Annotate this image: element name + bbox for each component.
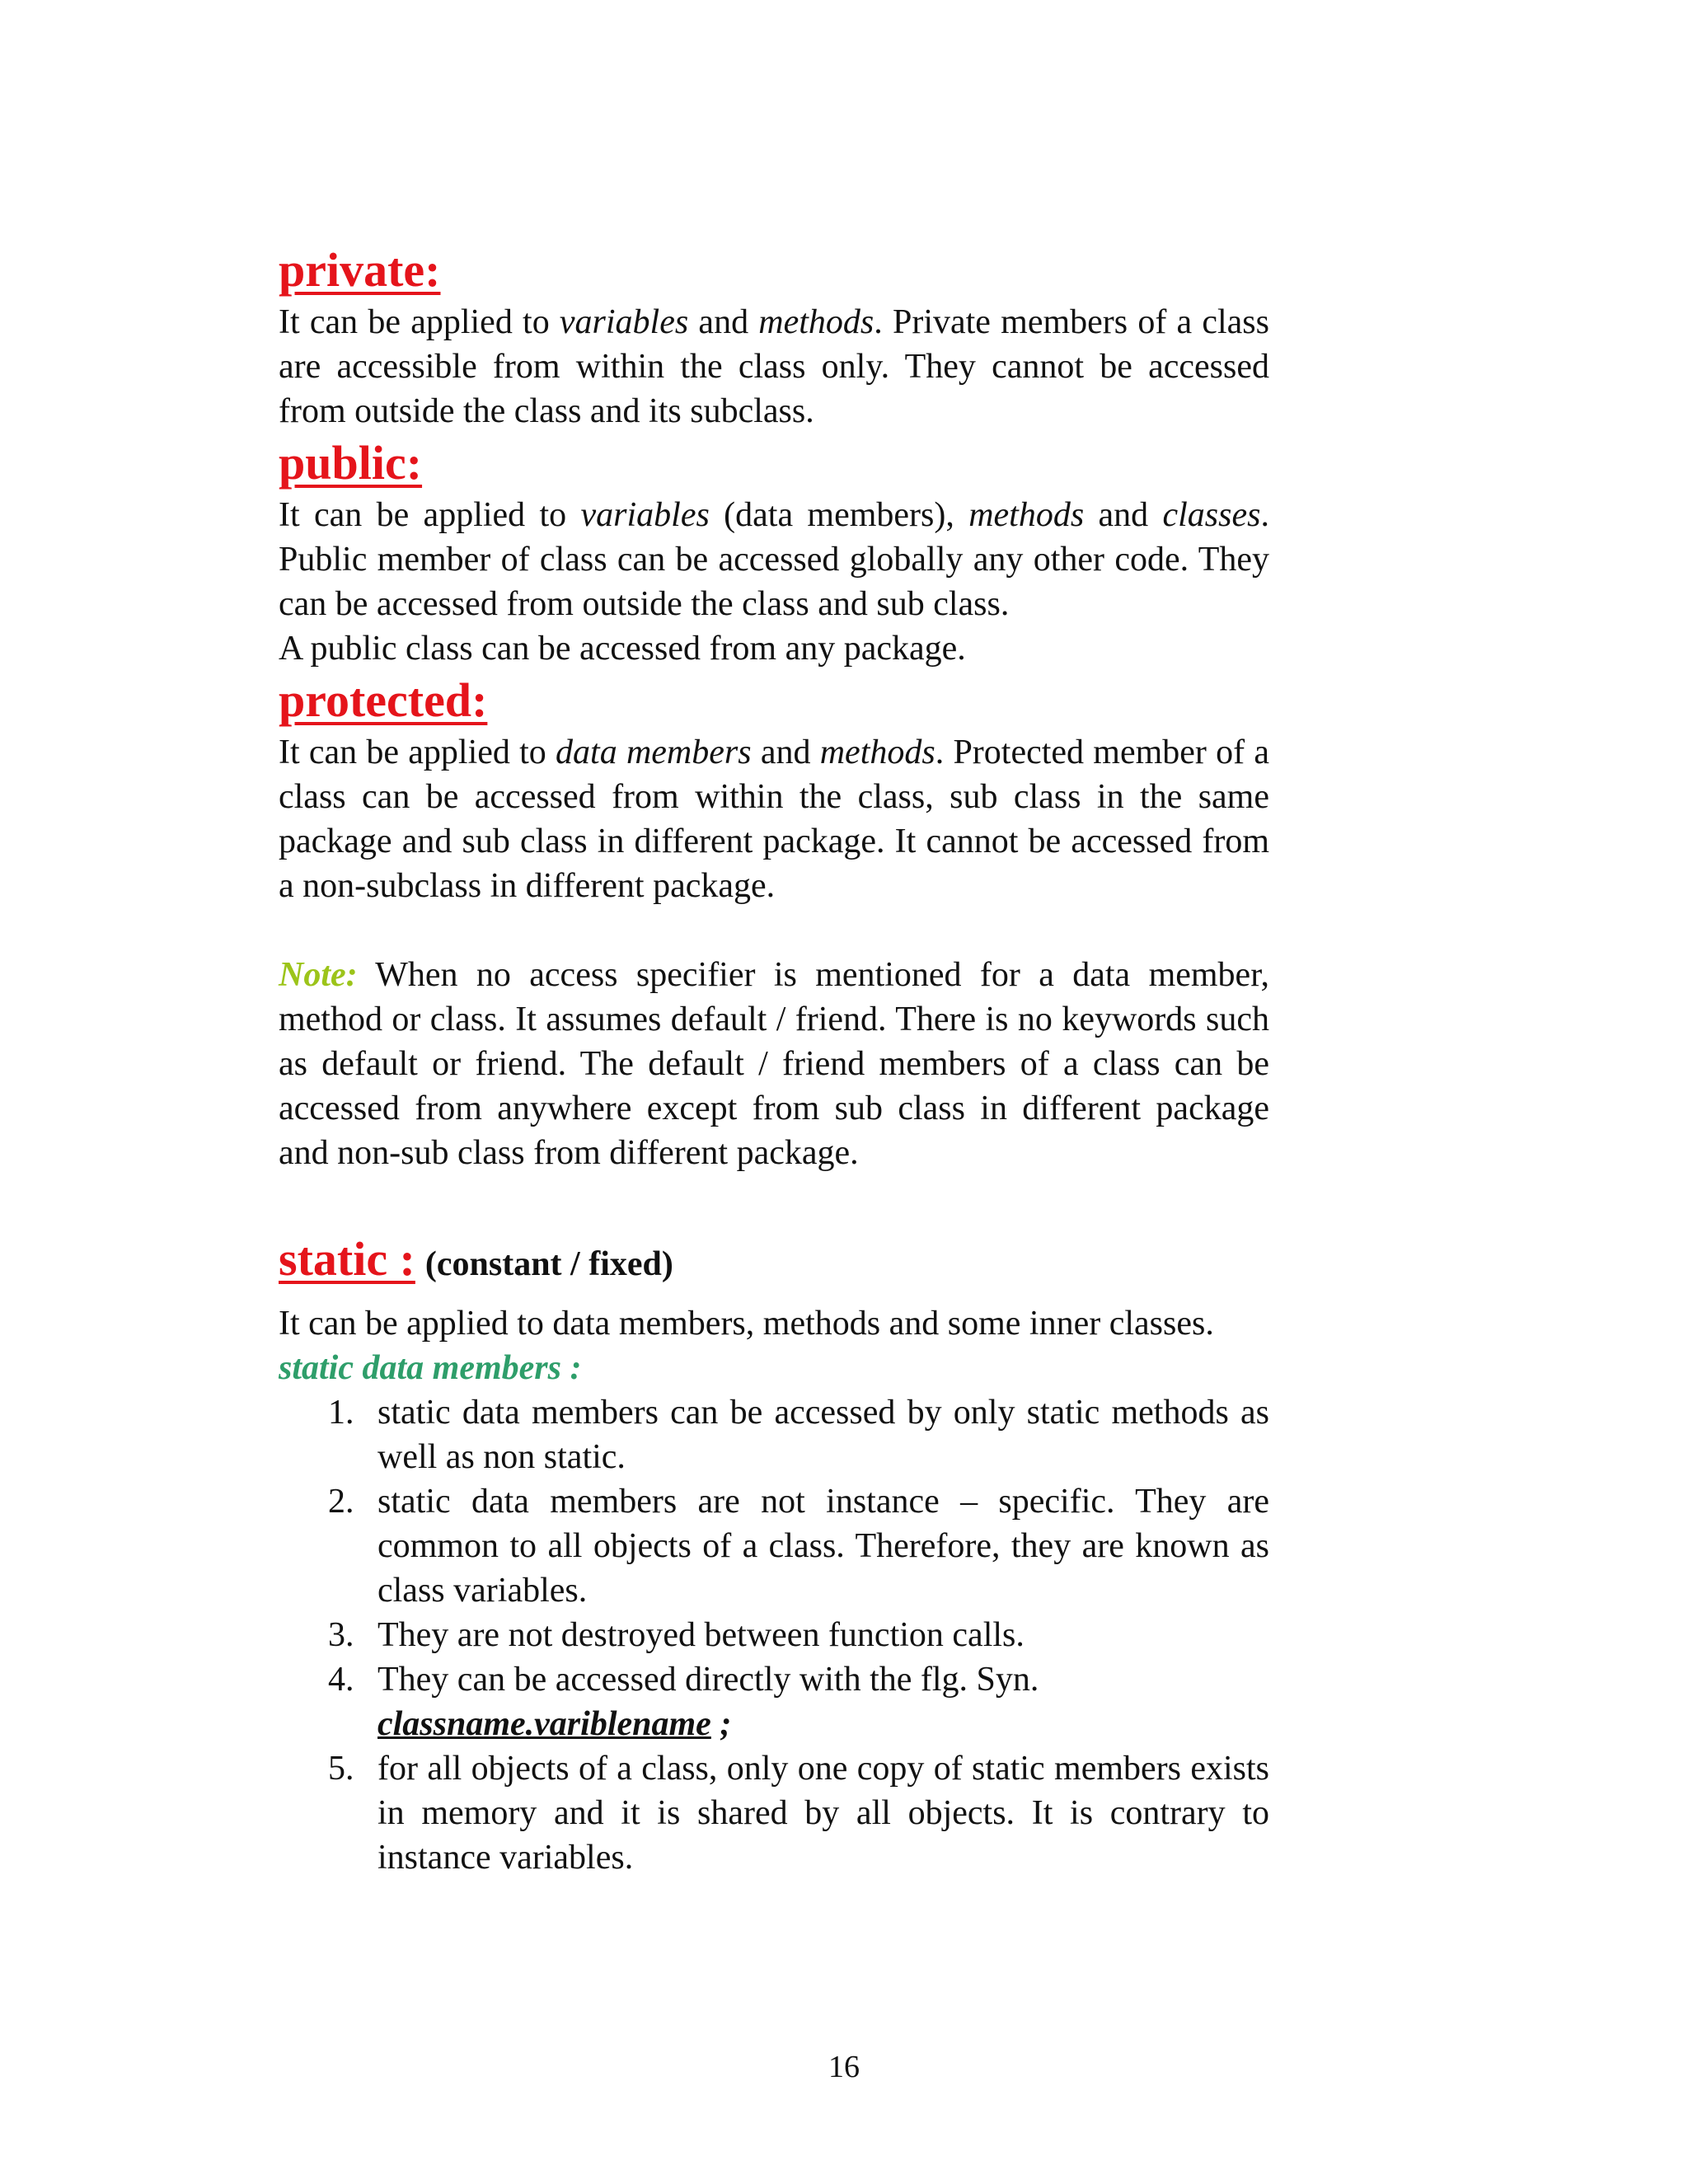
- public-class-note: A public class can be accessed from any package.: [279, 630, 966, 668]
- section-public: [279, 434, 1269, 671]
- spacer: [279, 1175, 1269, 1230]
- section-private: [279, 241, 1269, 434]
- heading-public: public:: [279, 436, 423, 490]
- list-item: 2. static data members are not instance – specific. They are common to all objects of a class. Therefore, they are known as class variables.: [328, 1483, 1269, 1610]
- private-description: It can be applied to variables and methods. Private members of a class are accessible from within the class only. They cannot be accessed from outside the class and its subclass.: [279, 303, 1269, 430]
- section-protected: [279, 671, 1269, 908]
- section-static: [279, 1230, 1269, 1880]
- list-item: 1. static data members can be accessed by only static methods as well as non static.: [328, 1394, 1269, 1476]
- note-label: Note:: [279, 956, 358, 994]
- public-description: It can be applied to variables (data members), methods and classes. Public member of class can be accessed globally any other code. They can be accessed from outside the class and sub class.: [279, 496, 1269, 623]
- static-data-members-heading: static data members :: [279, 1349, 582, 1387]
- list-item: 3. They are not destroyed between function calls.: [328, 1616, 1025, 1654]
- static-subtitle: (constant / fixed): [424, 1245, 673, 1283]
- page-number: 16: [828, 2050, 860, 2084]
- spacer: [279, 908, 1269, 953]
- syntax-example: classname.variblename: [377, 1705, 711, 1743]
- list-item: 5. for all objects of a class, only one copy of static members exists in memory and it is shared by all objects. It is contrary to instance variables.: [328, 1750, 1269, 1877]
- note-paragraph: Note: When no access specifier is mentioned for a data member, method or class. It assumes default / friend. There is no keywords such as default or friend. The default / friend members of a class can be accessed from anywhere except from sub class in different package and non-sub class from different package.: [279, 956, 1269, 1172]
- static-heading-row: [279, 1230, 1269, 1301]
- heading-protected: protected:: [279, 673, 488, 727]
- page-content: [279, 241, 1269, 1880]
- protected-description: It can be applied to data members and methods. Protected member of a class can be accessed from within the class, sub class in the same package and sub class in different package. It cannot be accessed from a non-subclass in different package.: [279, 733, 1269, 905]
- list-item: 4. They can be accessed directly with the flg. Syn. classname.variblename ;: [328, 1661, 1039, 1743]
- heading-private: private:: [279, 243, 441, 297]
- static-points-list: [279, 1390, 1269, 1880]
- heading-static: static :: [279, 1232, 415, 1286]
- static-description: It can be applied to data members, methods and some inner classes.: [279, 1305, 1214, 1343]
